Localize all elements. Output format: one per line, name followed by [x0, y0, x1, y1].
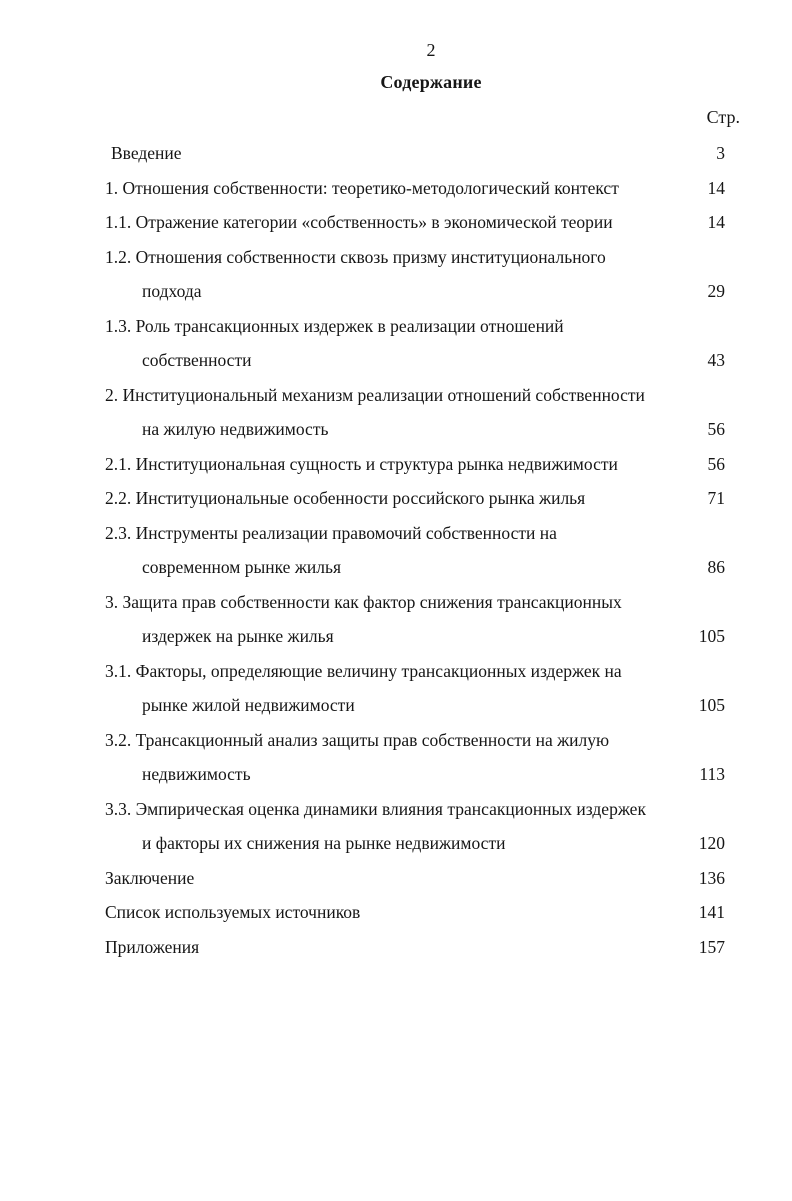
- toc-entry-section-1-3-cont: [105, 348, 745, 383]
- toc-entry-title: Список используемых источников: [105, 902, 361, 922]
- toc-entry-title: рынке жилой недвижимости: [142, 695, 355, 715]
- toc-entry-title: Заключение: [105, 867, 195, 888]
- toc-entry-conclusion: [105, 866, 745, 901]
- toc-entry-section-3-1-cont: [105, 693, 745, 728]
- toc-entry-page: 86: [707, 557, 725, 577]
- page-column-header: Стр.: [706, 107, 740, 127]
- toc-entry-title: подхода: [142, 281, 202, 301]
- page-title: Содержание: [380, 72, 482, 92]
- toc-entry-page: 29: [707, 281, 725, 301]
- toc-entry-title: 1.2. Отношения собственности сквозь призму институционального: [105, 246, 606, 267]
- toc-entry-section-3-3: [105, 797, 745, 832]
- toc-entry-title: 2.2. Институциональные особенности российского рынка жилья: [105, 488, 586, 508]
- toc-entry-title: собственности: [142, 350, 252, 370]
- toc-entry-title: Введение: [111, 143, 182, 163]
- toc-entry-page: 14: [707, 177, 725, 198]
- toc-entry-title: 3.1. Факторы, определяющие величину трансакционных издержек на: [105, 660, 622, 681]
- toc-entry-page: 14: [707, 212, 725, 232]
- toc-entry-page: 120: [698, 833, 725, 853]
- toc-entry-page: 105: [698, 695, 725, 715]
- toc-entry-section-1-1: [105, 210, 745, 245]
- toc-entry-section-2-3: [105, 521, 745, 556]
- toc-entry-chapter-3-cont: [105, 624, 745, 659]
- toc-entry-title: издержек на рынке жилья: [142, 626, 334, 646]
- toc-entry-chapter-3: [105, 590, 745, 625]
- toc-entry-section-1-2-cont: [105, 279, 745, 314]
- toc-entry-section-1-2: [105, 245, 745, 280]
- toc-entry-title: 1.3. Роль трансакционных издержек в реализации отношений: [105, 315, 564, 336]
- toc-entry-title: 1. Отношения собственности: теоретико-методологический контекст: [105, 177, 619, 198]
- toc-entry-chapter-2-cont: [105, 417, 745, 452]
- toc-entry-page: 141: [698, 902, 725, 922]
- toc-entry-title: 3. Защита прав собственности как фактор снижения трансакционных: [105, 591, 622, 612]
- toc-entry-title: на жилую недвижимость: [142, 419, 329, 439]
- toc-entry-title: 2. Институциональный механизм реализации отношений собственности: [105, 384, 645, 405]
- toc-entry-title: 3.2. Трансакционный анализ защиты прав собственности на жилую: [105, 729, 610, 750]
- toc-entry-introduction: [105, 141, 745, 176]
- toc-entry-section-2-1: [105, 452, 745, 487]
- toc-entry-section-3-1: [105, 659, 745, 694]
- toc-entry-chapter-2: [105, 383, 745, 418]
- toc-entry-page: 3: [716, 143, 725, 163]
- toc-entry-section-2-2: [105, 486, 745, 521]
- toc-entry-page: 113: [699, 764, 725, 784]
- toc-entry-section-3-3-cont: [105, 831, 745, 866]
- toc-entry-title: недвижимость: [142, 764, 251, 784]
- toc-entry-title: 2.3. Инструменты реализации правомочий собственности на: [105, 522, 557, 543]
- toc-entry-title: Приложения: [105, 936, 200, 957]
- toc-entry-page: 43: [707, 350, 725, 370]
- toc-entry-page: 56: [707, 453, 725, 474]
- table-of-contents: [105, 141, 745, 969]
- page-number: 2: [426, 40, 436, 60]
- toc-entry-section-1-3: [105, 314, 745, 349]
- toc-entry-section-3-2-cont: [105, 762, 745, 797]
- toc-entry-page: 136: [698, 867, 725, 888]
- toc-entry-page: 157: [698, 936, 725, 957]
- toc-entry-title: 1.1. Отражение категории «собственность» в экономической теории: [105, 212, 613, 232]
- toc-entry-title: и факторы их снижения на рынке недвижимости: [142, 833, 506, 853]
- toc-entry-title: современном рынке жилья: [142, 557, 342, 577]
- toc-entry-page: 56: [707, 419, 725, 439]
- toc-entry-page: 71: [707, 488, 725, 508]
- toc-entry-appendices: [105, 935, 745, 970]
- toc-entry-section-2-3-cont: [105, 555, 745, 590]
- toc-entry-title: 2.1. Институциональная сущность и структура рынка недвижимости: [105, 453, 618, 474]
- toc-entry-chapter-1: [105, 176, 745, 211]
- toc-entry-section-3-2: [105, 728, 745, 763]
- toc-entry-page: 105: [698, 626, 725, 646]
- toc-entry-title: 3.3. Эмпирическая оценка динамики влияния трансакционных издержек: [105, 798, 646, 819]
- toc-entry-references: [105, 900, 745, 935]
